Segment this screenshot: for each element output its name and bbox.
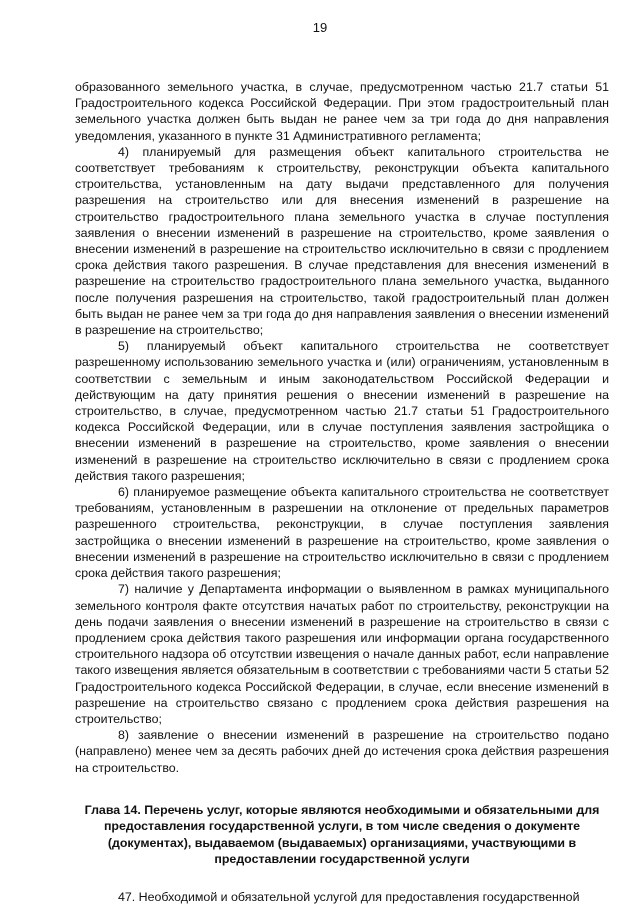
paragraph-item-7: 7) наличие у Департамента информации о выявленном в рамках муниципального земельного контроля факте отсутствия начатых работ по строительству, реконструкции на день подачи заявления о внесении изменений в разрешение на строительство в связи с продлением срока действия такого разрешения или информации органа государственного строительного надзора об отсутствии извещения о начале данных работ, если направление такого извещения является обязательным в соответствии с требованиями части 5 статьи 52 Градостроительного кодекса Российской Федерации, в случае, если внесение изменений в разрешение на строительство связано с продлением срока действия разрешения на строительство; bbox=[75, 582, 609, 726]
paragraph-item-4: 4) планируемый для размещения объект капитального строительства не соответствует требованиям к строительству, реконструкции объекта капитального строительства, установленным на дату выдачи представленного для получения разрешения на строительство или для внесения изменений в разрешение на строительство градостроительного плана земельного участка в случае поступления заявления о внесении изменений в разрешение на строительство, кроме заявления о внесении изменений в разрешение на строительство исключительно в связи с продлением срока действия такого разрешения. В случае представления для внесения изменений в разрешение на строительство градостроительного плана земельного участка, выданного после получения разрешения на строительство, такой градостроительный план должен быть выдан не ранее чем за три года до дня направления заявления о внесении изменений в разрешение на строительство; bbox=[75, 144, 609, 338]
paragraph-item-8: 8) заявление о внесении изменений в разрешение на строительство подано (направлено) менее чем за десять рабочих дней до истечения срока действия разрешения на строительство. bbox=[75, 728, 609, 775]
chapter-heading: Глава 14. Перечень услуг, которые являются необходимыми и обязательными для предоставления государственной услуги, в том числе сведения о документе (документах), выдаваемом (выдаваемых) организациями, участвующими в предоставлении государственной услуги bbox=[84, 802, 600, 866]
paragraph-47: 47. Необходимой и обязательной услугой для предоставления государственной bbox=[118, 890, 580, 905]
paragraph-continuation: образованного земельного участка, в случае, предусмотренном частью 21.7 статьи 51 Градостроительного кодекса Российской Федерации. При этом градостроительный план земельного участка должен быть выдан не ранее чем за три года до дня направления уведомления, указанного в пункте 31 Административного регламента; bbox=[75, 80, 609, 143]
paragraph-item-5: 5) планируемый объект капитального строительства не соответствует разрешенному использованию земельного участка и (или) ограничениям, установленным в соответствии с земельным и иным законодательством Российской Федерации и действующим на дату принятия решения о внесении изменений в разрешение на строительство, в случае, предусмотренном частью 21.7 статьи 51 Градостроительного кодекса Российской Федерации, или в случае поступления заявления застройщика о внесении изменений в разрешение на строительство, кроме заявления о внесении изменений в разрешение на строительство исключительно в связи с продлением срока действия такого разрешения; bbox=[75, 339, 609, 483]
document-body bbox=[75, 79, 609, 906]
page-number: 19 bbox=[312, 20, 328, 35]
paragraph-item-6: 6) планируемое размещение объекта капитального строительства не соответствует требованиям, установленным в разрешении на отклонение от предельных параметров разрешенного строительства, реконструкции, в случае поступления заявления застройщика о внесении изменений в разрешение на строительство, кроме заявления о внесении изменений в разрешение на строительство исключительно в связи с продлением срока действия такого разрешения; bbox=[75, 485, 609, 581]
